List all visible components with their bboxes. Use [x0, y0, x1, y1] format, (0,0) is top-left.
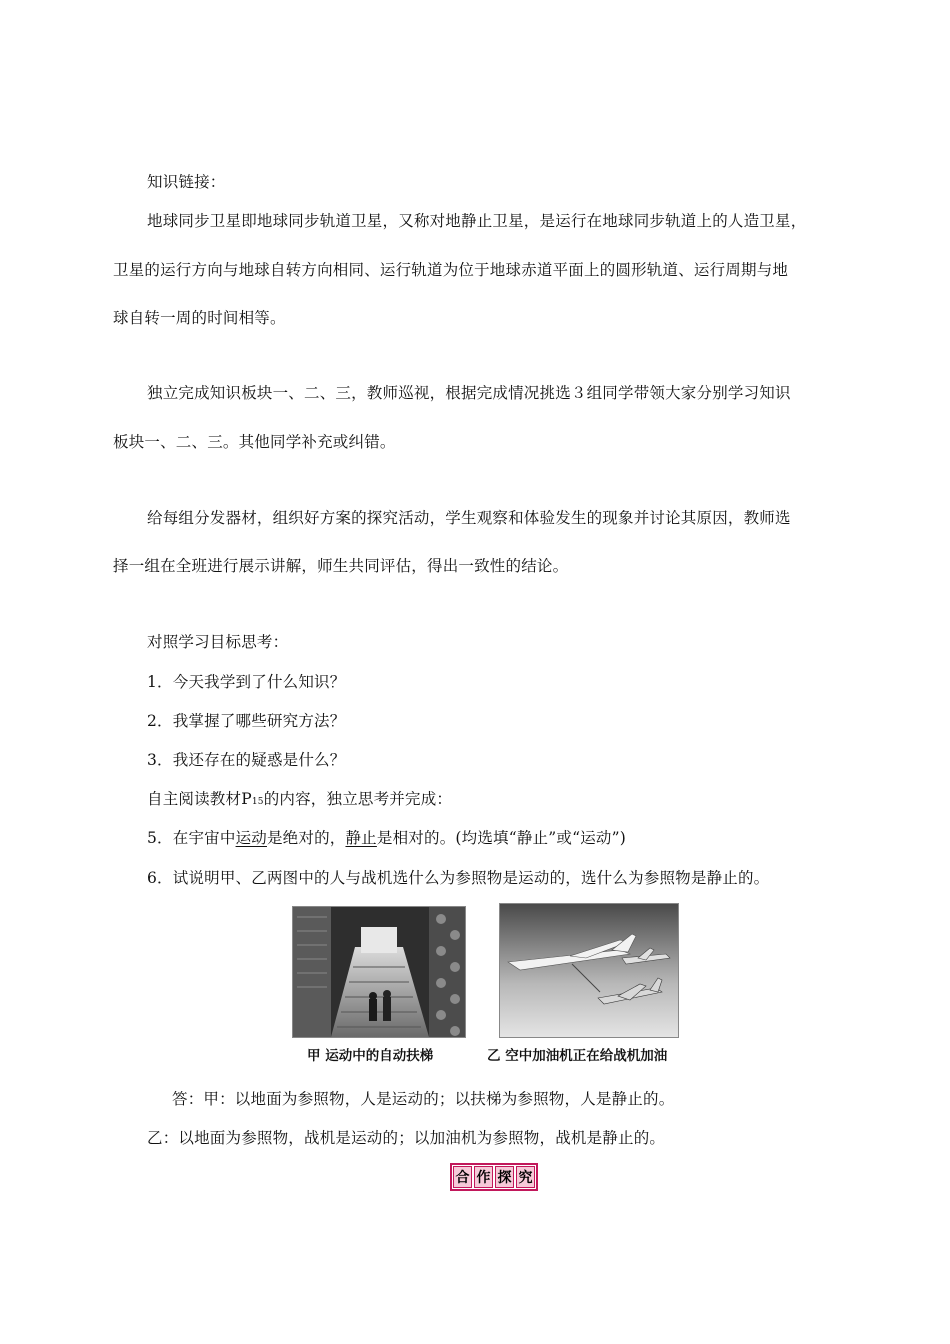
q5-mid: 是绝对的， [266, 829, 346, 847]
reading-page-subscript: 15 [251, 797, 264, 807]
knowledge-link-heading: 知识链接： [147, 173, 226, 191]
escalator-photo [292, 906, 466, 1038]
independent-line-2: 板块一、二、三。其他同学补充或纠错。 [113, 433, 396, 451]
knowledge-link-line-3: 球自转一周的时间相等。 [113, 309, 286, 327]
answer-line-1: 答：甲：以地面为参照物，人是运动的；以扶梯为参照物，人是静止的。 [172, 1090, 675, 1108]
section-badge-char-1: 合 [453, 1166, 472, 1188]
q5-prefix: 5．在宇宙中 [147, 829, 236, 847]
figure-left-caption: 甲 运动中的自动扶梯 [307, 1048, 434, 1064]
reflection-item-1: 1．今天我学到了什么知识？ [147, 673, 346, 691]
section-badge-cooperative-inquiry [450, 1163, 538, 1191]
group-activity-line-1: 给每组分发器材，组织好方案的探究活动，学生观察和体验发生的现象并讨论其原因，教师选 [147, 509, 791, 527]
reflection-item-2: 2．我掌握了哪些研究方法？ [147, 712, 346, 730]
answer-line-2: 乙：以地面为参照物，战机是运动的；以加油机为参照物，战机是静止的。 [147, 1129, 666, 1147]
reading-suffix: 的内容，独立思考并完成： [263, 790, 453, 808]
reflection-heading: 对照学习目标思考： [147, 633, 289, 651]
knowledge-link-line-1: 地球同步卫星即地球同步轨道卫星，又称对地静止卫星，是运行在地球同步轨道上的人造卫星， [147, 212, 807, 230]
refueling-photo [499, 903, 679, 1038]
reading-prefix: 自主阅读教材P [147, 790, 252, 808]
group-activity-line-2: 择一组在全班进行展示讲解，师生共同评估，得出一致性的结论。 [113, 557, 569, 575]
refueling-illustration [500, 904, 678, 1037]
q5-suffix: 是相对的。(均选填“静止”或“运动”) [376, 829, 626, 847]
figure-right-caption: 乙 空中加油机正在给战机加油 [487, 1048, 668, 1064]
section-badge-char-4: 究 [516, 1166, 535, 1188]
independent-line-1: 独立完成知识板块一、二、三，教师巡视，根据完成情况挑选３组同学带领大家分别学习知识 [147, 384, 791, 402]
question-6: 6．试说明甲、乙两图中的人与战机选什么为参照物是运动的，选什么为参照物是静止的。 [147, 869, 770, 887]
reflection-item-3: 3．我还存在的疑惑是什么？ [147, 751, 346, 769]
q5-answer-1: 运动 [235, 829, 267, 847]
escalator-illustration [293, 907, 465, 1037]
q5-answer-2: 静止 [345, 829, 377, 847]
section-badge-char-3: 探 [495, 1166, 514, 1188]
knowledge-link-line-2: 卫星的运行方向与地球自转方向相同、运行轨道为位于地球赤道平面上的圆形轨道、运行周期与地 [113, 261, 789, 279]
reading-instruction [147, 787, 452, 809]
question-5 [147, 826, 626, 848]
section-badge-char-2: 作 [474, 1166, 493, 1188]
